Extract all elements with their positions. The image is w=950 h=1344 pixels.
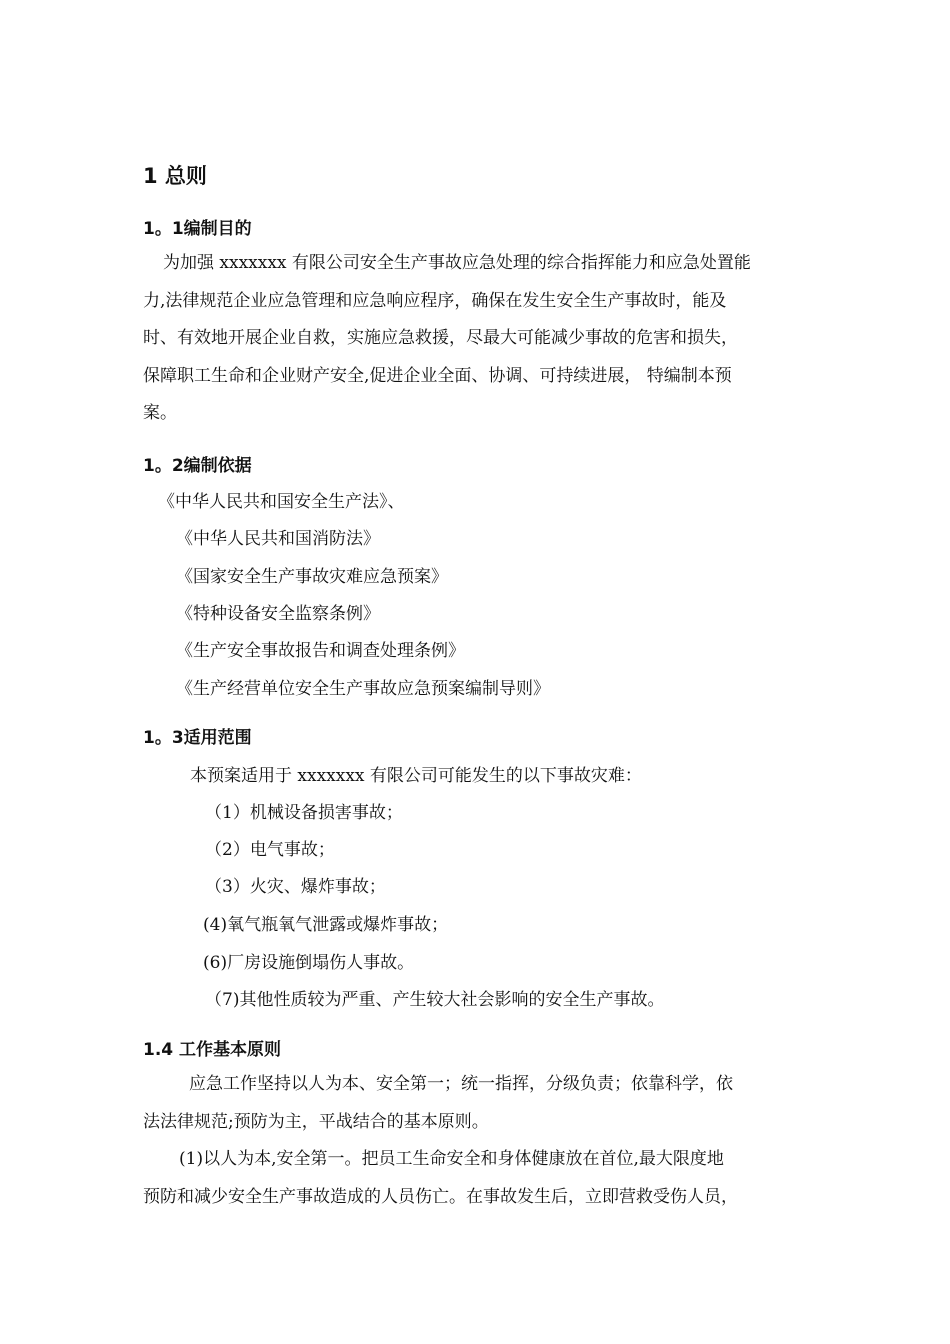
chapter-title: 1 总则 (143, 164, 207, 188)
reference-item: 《中华人民共和国消防法》 (176, 529, 380, 549)
scope-item: （3）火灾、爆炸事故； (205, 877, 386, 897)
reference-item: 《国家安全生产事故灾难应急预案》 (176, 567, 448, 587)
reference-item: 《特种设备安全监察条例》 (176, 604, 380, 624)
section-1-4-paragraph (143, 1066, 808, 1216)
scope-item: （1）机械设备损害事故； (205, 803, 403, 823)
paragraph-line: 案。 (143, 403, 177, 423)
paragraph-line: 法法律规范;预防为主，平战结合的基本原则。 (143, 1111, 489, 1132)
section-heading-1-4: 1.4 工作基本原则 (143, 1040, 282, 1060)
reference-item: 《生产安全事故报告和调查处理条例》 (176, 641, 465, 661)
scope-item: (6)厂房设施倒塌伤人事故。 (203, 953, 415, 973)
reference-item: 《生产经营单位安全生产事故应急预案编制导则》 (176, 679, 550, 699)
reference-item: 《中华人民共和国安全生产法》、 (158, 492, 405, 512)
scope-intro: 本预案适用于 xxxxxxx 有限公司可能发生的以下事故灾难： (190, 766, 642, 786)
paragraph-line: 时、有效地开展企业自救，实施应急救援，尽最大可能减少事故的危害和损失， (143, 328, 738, 348)
paragraph-line: 保障职工生命和企业财产安全,促进企业全面、协调、可持续进展， 特编制本预 (143, 365, 732, 386)
paragraph-line: 预防和减少安全生产事故造成的人员伤亡。在事故发生后，立即营救受伤人员， (143, 1186, 738, 1207)
paragraph-line: 为加强 xxxxxxx 有限公司安全生产事故应急处理的综合指挥能力和应急处置能 (163, 253, 751, 273)
section-1-1-paragraph (143, 245, 808, 433)
section-heading-1-3: 1。3适用范围 (143, 728, 252, 748)
paragraph-line: (1)以人为本,安全第一。把员工生命安全和身体健康放在首位,最大限度地 (179, 1149, 724, 1169)
scope-item: （7)其他性质较为严重、产生较大社会影响的安全生产事故。 (205, 990, 665, 1010)
scope-item: （2）电气事故； (205, 840, 335, 860)
section-heading-1-1: 1。1编制目的 (143, 219, 252, 239)
paragraph-line: 力,法律规范企业应急管理和应急响应程序，确保在发生安全生产事故时，能及 (143, 290, 727, 311)
paragraph-line: 应急工作坚持以人为本、安全第一；统一指挥，分级负责；依靠科学，依 (189, 1074, 733, 1094)
scope-item: (4)氧气瓶氧气泄露或爆炸事故； (203, 915, 449, 935)
section-heading-1-2: 1。2编制依据 (143, 456, 252, 476)
